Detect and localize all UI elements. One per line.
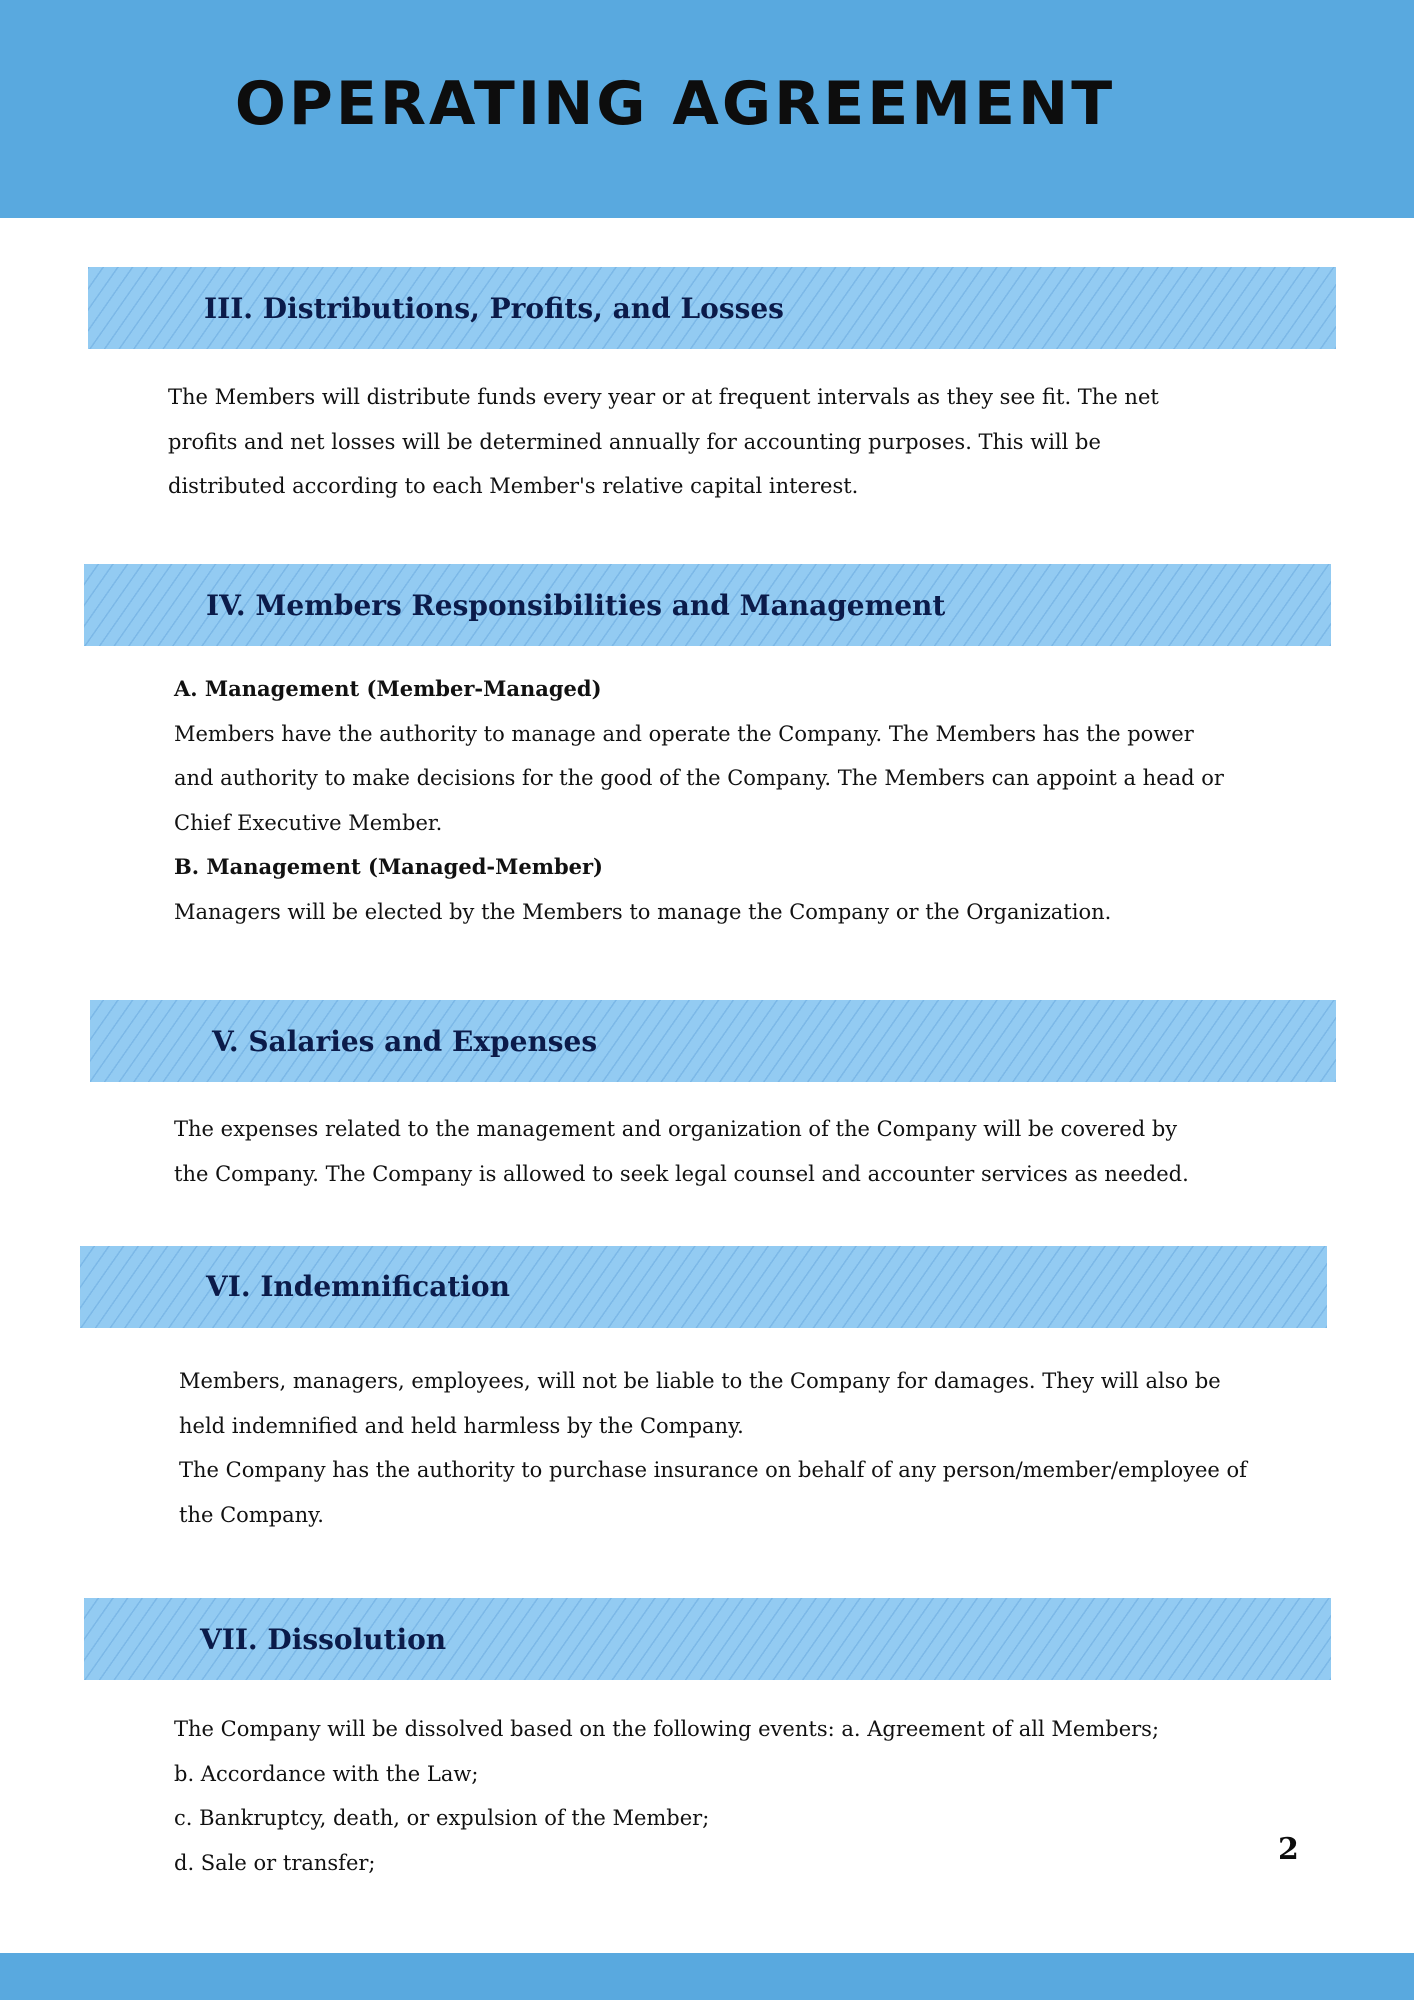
list-item: d. Sale or transfer; bbox=[174, 1850, 376, 1875]
paragraph: The expenses related to the management and organization of the Company will be covered by the Company. The Company is allowed to seek legal counsel and accounter services as needed. bbox=[174, 1117, 1189, 1186]
paragraph: Members, managers, employees, will not be liable to the Company for damages. They will also be held indemnified and held harmless by the Company. bbox=[179, 1369, 1221, 1438]
section-body-vii bbox=[174, 1707, 1234, 1885]
section-body-iii bbox=[168, 375, 1218, 509]
paragraph: Members have the authority to manage and operate the Company. The Members has the power and authority to make decisions for the good of the Company. The Members can appoint a head or Chief Executive Member. bbox=[174, 721, 1224, 835]
section-body-iv bbox=[174, 667, 1234, 934]
section-heading-vi: VI. Indemnification bbox=[206, 1270, 510, 1303]
list-item: The Company will be dissolved based on the following events: a. Agreement of all Members; bbox=[174, 1717, 1160, 1741]
subheading-managed-member: B. Management (Managed-Member) bbox=[174, 854, 603, 879]
footer-band bbox=[0, 1953, 1414, 2000]
subheading-member-managed: A. Management (Member-Managed) bbox=[174, 676, 602, 701]
section-body-v bbox=[174, 1107, 1194, 1196]
section-body-vi bbox=[179, 1359, 1259, 1537]
paragraph: The Members will distribute funds every year or at frequent intervals as they see fit. The net profits and net losses will be determined annually for accounting purposes. This will be distributed according to each Member's relative capital interest. bbox=[168, 385, 1159, 498]
paragraph: Managers will be elected by the Members to manage the Company or the Organization. bbox=[174, 899, 1112, 924]
list-item: b. Accordance with the Law; bbox=[174, 1761, 479, 1786]
document-title: OPERATING AGREEMENT bbox=[234, 69, 1116, 139]
list-item: c. Bankruptcy, death, or expulsion of the Member; bbox=[174, 1806, 710, 1830]
section-heading-vii: VII. Dissolution bbox=[200, 1623, 447, 1656]
page-number: 2 bbox=[1278, 1832, 1299, 1867]
paragraph: The Company has the authority to purchase insurance on behalf of any person/member/employee of the Company. bbox=[179, 1458, 1247, 1527]
section-heading-v: V. Salaries and Expenses bbox=[212, 1025, 598, 1058]
section-heading-iv: IV. Members Responsibilities and Management bbox=[206, 589, 946, 622]
section-heading-iii: III. Distributions, Profits, and Losses bbox=[204, 292, 784, 325]
